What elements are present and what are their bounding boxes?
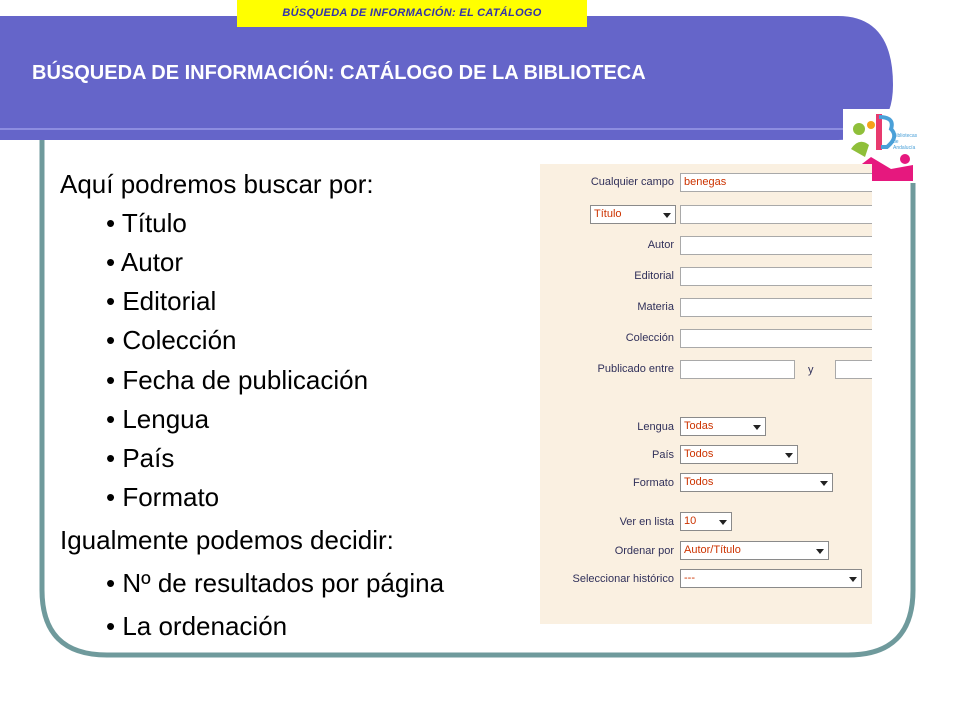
search-field-item: • Colección — [106, 325, 237, 355]
decide-item: • La ordenación — [106, 611, 288, 641]
publisher-label: Editorial — [634, 270, 674, 282]
search-field-item: • País — [106, 443, 175, 473]
per-page-value: 10 — [684, 515, 697, 527]
published-from-input[interactable] — [680, 360, 795, 379]
decide-intro-text: Igualmente podemos decidir: — [60, 525, 394, 555]
per-page-select[interactable] — [680, 512, 732, 531]
sort-value: Autor/Título — [684, 544, 741, 556]
language-select[interactable] — [680, 417, 766, 436]
history-select[interactable] — [680, 569, 862, 588]
publisher-input[interactable] — [680, 267, 872, 286]
subject-input[interactable] — [680, 298, 872, 317]
history-label: Seleccionar histórico — [572, 573, 674, 585]
language-label: Lengua — [637, 421, 674, 433]
chevron-down-icon — [816, 549, 824, 554]
author-input[interactable] — [680, 236, 872, 255]
intro-text: Aquí podremos buscar por: — [60, 169, 374, 199]
any-field-input[interactable]: benegas — [680, 173, 872, 192]
format-value: Todos — [684, 476, 714, 488]
published-to-input[interactable] — [835, 360, 872, 379]
format-select[interactable] — [680, 473, 833, 492]
chevron-down-icon — [719, 520, 727, 525]
per-page-label: Ver en lista — [619, 516, 674, 528]
slide-title: BÚSQUEDA DE INFORMACIÓN: CATÁLOGO DE LA BIBLIOTECA — [32, 62, 646, 84]
sort-select[interactable] — [680, 541, 829, 560]
country-label: País — [651, 449, 674, 461]
search-field-item: • Editorial — [106, 286, 217, 316]
country-value: Todos — [684, 448, 714, 460]
author-label: Autor — [647, 239, 674, 251]
published-between-conjunction: y — [808, 364, 814, 376]
any-field-label: Cualquier campo — [590, 176, 674, 188]
subject-label: Materia — [637, 301, 674, 313]
search-field-item: • Título — [106, 208, 187, 238]
chevron-down-icon — [785, 453, 793, 458]
search-field-item: • Lengua — [106, 404, 210, 434]
search-field-item: • Fecha de publicación — [106, 365, 369, 395]
chevron-down-icon — [849, 577, 857, 582]
catalog-search-form — [540, 164, 872, 624]
decide-item: • Nº de resultados por página — [106, 568, 445, 598]
collection-label: Colección — [625, 332, 674, 344]
collection-input[interactable] — [680, 329, 872, 348]
chevron-down-icon — [663, 213, 671, 218]
country-select[interactable] — [680, 445, 798, 464]
history-value: --- — [684, 572, 695, 584]
field-type-input[interactable] — [680, 205, 872, 224]
section-tab: BÚSQUEDA DE INFORMACIÓN: EL CATÁLOGO — [237, 0, 587, 27]
language-value: Todas — [684, 420, 714, 432]
sort-label: Ordenar por — [614, 545, 674, 557]
format-label: Formato — [633, 477, 674, 489]
logo-text: Bibliotecas de Andalucía — [893, 133, 918, 151]
search-field-item: • Autor — [106, 247, 184, 277]
field-type-value: Título — [594, 208, 622, 220]
field-type-select[interactable] — [590, 205, 676, 224]
chevron-down-icon — [820, 481, 828, 486]
published-between-label: Publicado entre — [597, 363, 674, 375]
search-field-item: • Formato — [106, 482, 220, 512]
chevron-down-icon — [753, 425, 761, 430]
